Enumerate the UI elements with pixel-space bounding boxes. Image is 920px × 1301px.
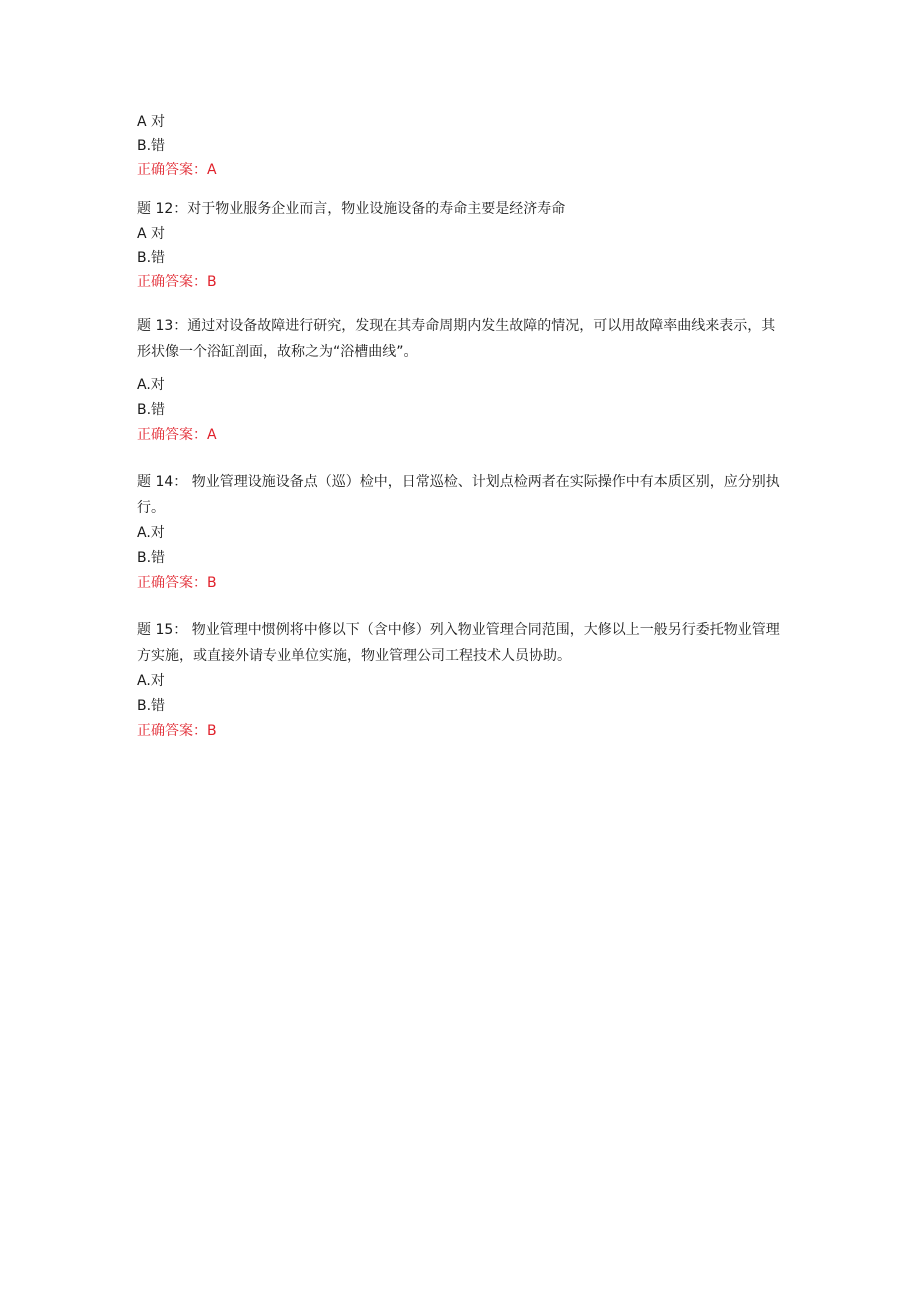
option-a: A 对 (137, 226, 166, 242)
question-block-11 (137, 110, 787, 182)
option-b: B.错 (137, 402, 166, 418)
question-block-13 (137, 313, 787, 448)
correct-answer: 正确答案：A (137, 162, 217, 178)
option-b: B.错 (137, 138, 166, 154)
question-block-14 (137, 469, 787, 596)
question-block-15 (137, 617, 787, 744)
question-text: 题 12：对于物业服务企业而言，物业设施设备的寿命主要是经济寿命 (137, 201, 566, 217)
option-b: B.错 (137, 250, 166, 266)
option-b: B.错 (137, 698, 166, 714)
document-page (137, 110, 787, 744)
option-a: A.对 (137, 525, 165, 541)
question-text: 题 14： 物业管理设施设备点（巡）检中，日常巡检、计划点检两者在实际操作中有本质区别，应分别执行。 (137, 474, 780, 516)
question-block-12 (137, 196, 787, 294)
correct-answer: 正确答案：B (137, 723, 217, 739)
option-a: A.对 (137, 377, 165, 393)
option-a: A.对 (137, 673, 165, 689)
option-a: A 对 (137, 114, 166, 130)
correct-answer: 正确答案：B (137, 575, 217, 591)
question-text: 题 15： 物业管理中惯例将中修以下（含中修）列入物业管理合同范围，大修以上一般另行委托物业管理方实施，或直接外请专业单位实施，物业管理公司工程技术人员协助。 (137, 622, 780, 664)
option-b: B.错 (137, 550, 166, 566)
correct-answer: 正确答案：A (137, 427, 217, 443)
question-text: 题 13：通过对设备故障进行研究，发现在其寿命周期内发生故障的情况，可以用故障率曲线来表示，其形状像一个浴缸剖面，故称之为“浴槽曲线”。 (137, 318, 776, 360)
correct-answer: 正确答案：B (137, 274, 217, 290)
